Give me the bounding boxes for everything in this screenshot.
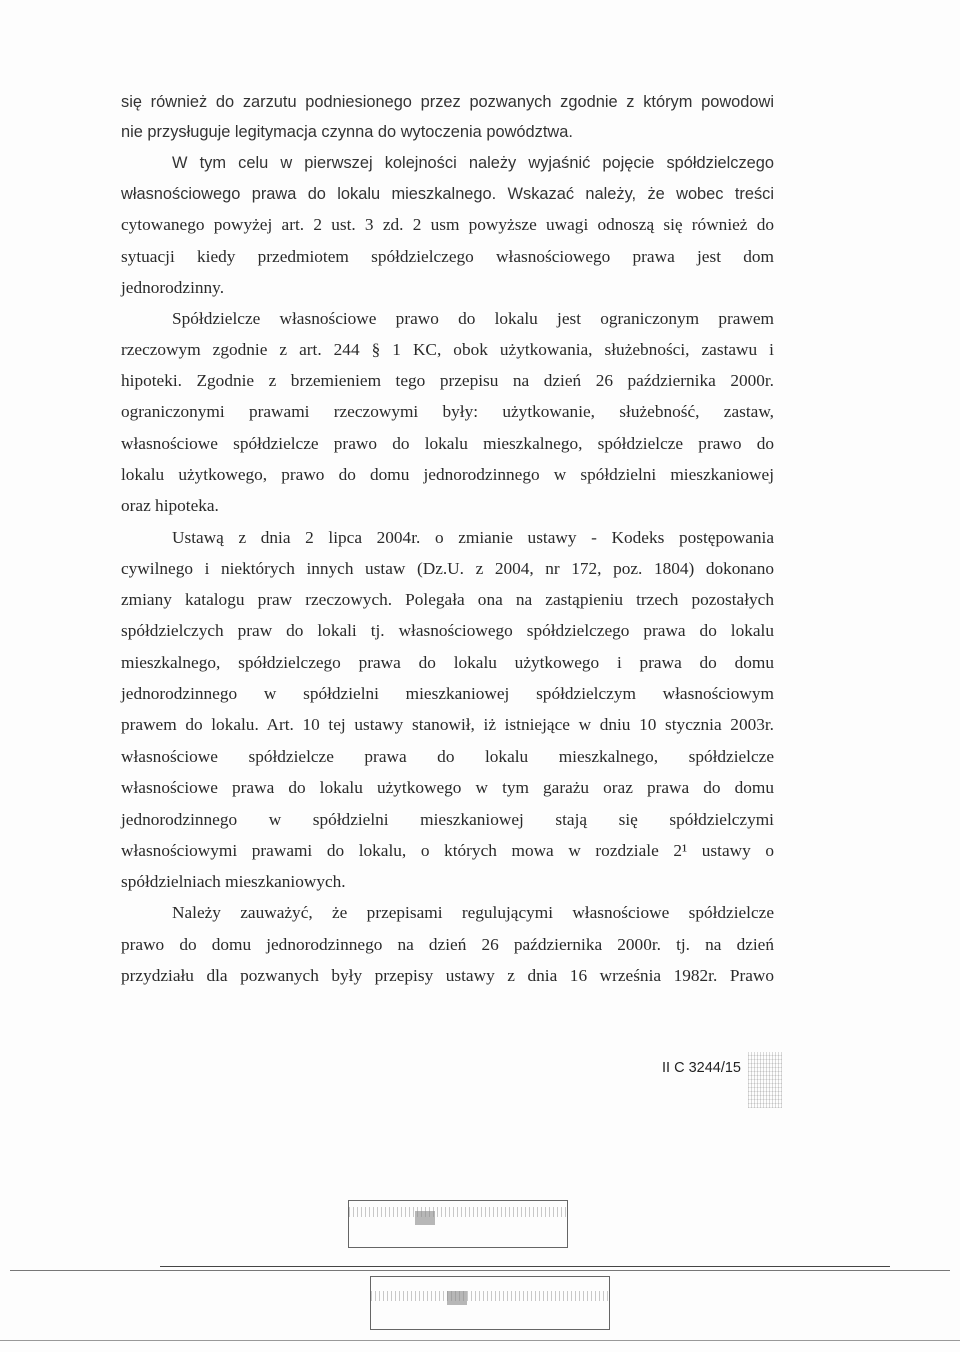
- text-line: hipoteki. Zgodnie z brzemieniem tego przepisu na dzień 26 października 2000r.: [121, 371, 774, 390]
- text-line: przydziału dla pozwanych były przepisy ustawy z dnia 16 września 1982r. Prawo: [121, 966, 774, 985]
- scan-box-top: [348, 1200, 568, 1248]
- text-line: W tym celu w pierwszej kolejności należy wyjaśnić pojęcie spółdzielczego: [172, 154, 774, 172]
- text-line: własnościowe spółdzielcze prawo do lokalu mieszkalnego, spółdzielcze prawo do: [121, 434, 774, 453]
- text-line: jednorodzinnego w spółdzielni mieszkaniowej spółdzielczym własnościowym: [121, 684, 774, 703]
- text-line: lokalu użytkowego, prawo do domu jednorodzinnego w spółdzielni mieszkaniowej: [121, 465, 774, 484]
- text-line: Należy zauważyć, że przepisami regulującymi własnościowe spółdzielcze: [172, 903, 774, 922]
- text-line: prawo do domu jednorodzinnego na dzień 26 października 2000r. tj. na dzień: [121, 935, 774, 954]
- text-line: oraz hipoteka.: [121, 496, 219, 515]
- stamp-mark: [748, 1052, 782, 1108]
- text-line: Spółdzielcze własnościowe prawo do lokalu jest ograniczonym prawem: [172, 309, 774, 328]
- text-line: własnościowego prawa do lokalu mieszkalnego. Wskazać należy, że wobec treści: [121, 185, 774, 203]
- text-line: ograniczonymi prawami rzeczowymi były: użytkowanie, służebność, zastaw,: [121, 402, 774, 421]
- text-line: nie przysługuje legitymacja czynna do wytoczenia powództwa.: [121, 123, 573, 141]
- scan-box-bottom: [370, 1276, 610, 1330]
- text-line: prawem do lokalu. Art. 10 tej ustawy stanowił, iż istniejące w dniu 10 stycznia 2003r.: [121, 715, 774, 734]
- text-line: cywilnego i niektórych innych ustaw (Dz.U. z 2004, nr 172, poz. 1804) dokonano: [121, 559, 774, 578]
- text-line: się również do zarzutu podniesionego przez pozwanych zgodnie z którym powodowi: [121, 93, 774, 111]
- text-line: zmiany katalogu praw rzeczowych. Polegała ona na zastąpieniu trzech pozostałych: [121, 590, 774, 609]
- horizontal-rule: [160, 1266, 890, 1267]
- text-line: jednorodzinnego w spółdzielni mieszkaniowej stają się spółdzielczymi: [121, 810, 774, 829]
- text-line: mieszkalnego, spółdzielczego prawa do lokalu użytkowego i prawa do domu: [121, 653, 774, 672]
- text-line: własnościowe spółdzielcze prawa do lokalu mieszkalnego, spółdzielcze: [121, 747, 774, 766]
- text-line: sytuacji kiedy przedmiotem spółdzielczego własnościowego prawa jest dom: [121, 247, 774, 266]
- text-line: spółdzielniach mieszkaniowych.: [121, 872, 346, 891]
- bottom-edge-line: [0, 1340, 960, 1341]
- text-line: spółdzielczych praw do lokali tj. własnościowego spółdzielczego prawa do lokalu: [121, 621, 774, 640]
- text-line: rzeczowym zgodnie z art. 244 § 1 KC, obok użytkowania, służebności, zastawu i: [121, 340, 774, 359]
- text-line: Ustawą z dnia 2 lipca 2004r. o zmianie ustawy - Kodeks postępowania: [172, 528, 774, 547]
- horizontal-rule: [10, 1270, 950, 1271]
- text-line: cytowanego powyżej art. 2 ust. 3 zd. 2 usm powyższe uwagi odnoszą się również do: [121, 215, 774, 234]
- text-line: własnościowymi prawami do lokalu, o których mowa w rozdziale 2¹ ustawy o: [121, 841, 774, 860]
- text-line: własnościowe prawa do lokalu użytkowego w tym garażu oraz prawa do domu: [121, 778, 774, 797]
- case-number: II C 3244/15: [662, 1060, 741, 1076]
- text-line: jednorodzinny.: [121, 278, 225, 297]
